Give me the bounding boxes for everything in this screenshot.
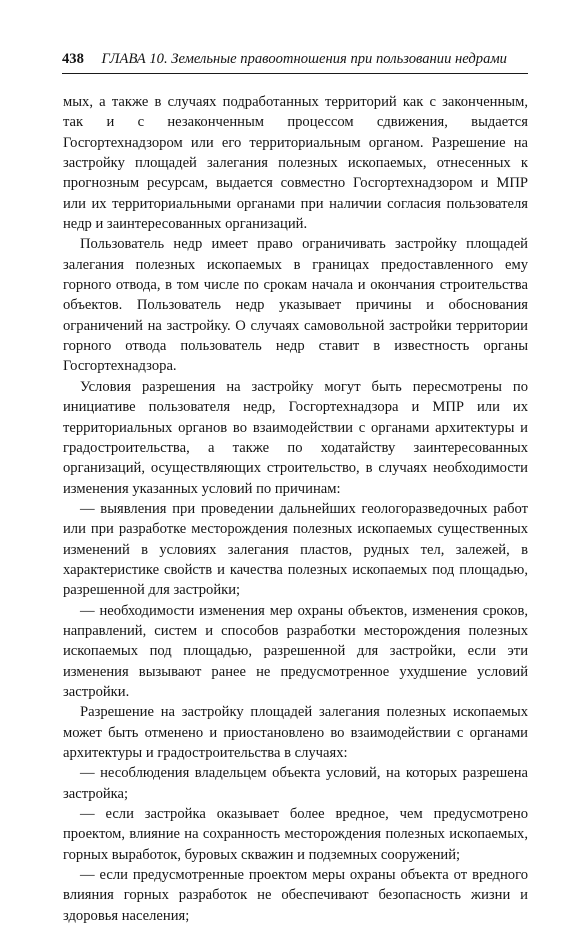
list-item-dash: — если предусмотренные проектом меры охраны объекта от вредного влияния горных разработок не обеспечивают безопасность жизни и здоровья населения; <box>63 867 528 924</box>
running-header <box>62 50 528 68</box>
list-item-dash: — необходимости изменения мер охраны объектов, изменения сроков, направлений, систем и способов разработки месторождения полезных ископаемых под площадью, разрешенной для застройки, если эти изменения вызывают ранее не предусмотренное ухудшение условий застройки. <box>63 602 528 700</box>
paragraph: Пользователь недр имеет право ограничивать застройку площадей залегания полезных ископаемых в границах предоставленного ему горного отвода, в том числе по срокам начала и окончания строительства объектов. Пользователь недр указывает причины и обоснования ограничений на застройку. О случаях самовольной застройки территории горного отвода пользователь недр ставит в известность органы Госгортехнадзора. <box>63 236 528 375</box>
list-item-dash: — выявления при проведении дальнейших геологоразведочных работ или при разработке месторождения полезных ископаемых существенных изменений в условиях залегания пластов, рудных тел, залежей, в характеристике свойств и качества полезных ископаемых под площадью, разрешенной для застройки; <box>63 500 528 599</box>
paragraph: Разрешение на застройку площадей залегания полезных ископаемых может быть отменено и приостановлено во взаимодействии с органами архитектуры и градостроительства в случаях: <box>63 704 528 761</box>
list-item-dash: — если застройка оказывает более вредное, чем предусмотрено проектом, влияние на сохранность месторождения полезных ископаемых, горных выработок, буровых скважин и подземных сооружений; <box>63 806 528 863</box>
paragraph: Условия разрешения на застройку могут быть пересмотрены по инициативе пользователя недр, Госгортехнадзора и МПР или их территориальных органов во взаимодействии с органами архитектуры и градостроительства, а также по ходатайству заинтересованных организаций, осуществляющих строительство, в случаях необходимости изменения указанных условий по причинам: <box>63 378 528 497</box>
running-title: ГЛАВА 10. Земельные правоотношения при пользовании недрами <box>101 51 507 67</box>
body-text <box>63 92 528 926</box>
header-rule <box>62 73 528 74</box>
page-number: 438 <box>62 51 84 67</box>
list-item-dash: — несоблюдения владельцем объекта условий, на которых разрешена застройка; <box>63 765 528 802</box>
paragraph-continued: мых, а также в случаях подработанных территорий как с законченным, так и с незаконченным процессом сдвижения, выдается Госгортехнадзором или его территориальным органом. Разрешение на застройку площадей залегания полезных ископаемых, отнесенных к прогнозным ресурсам, выдается совместно Госгортехнадзором и МПР или их территориальными органами при наличии согласия пользователя недр и заинтересованных организаций. <box>63 94 528 233</box>
